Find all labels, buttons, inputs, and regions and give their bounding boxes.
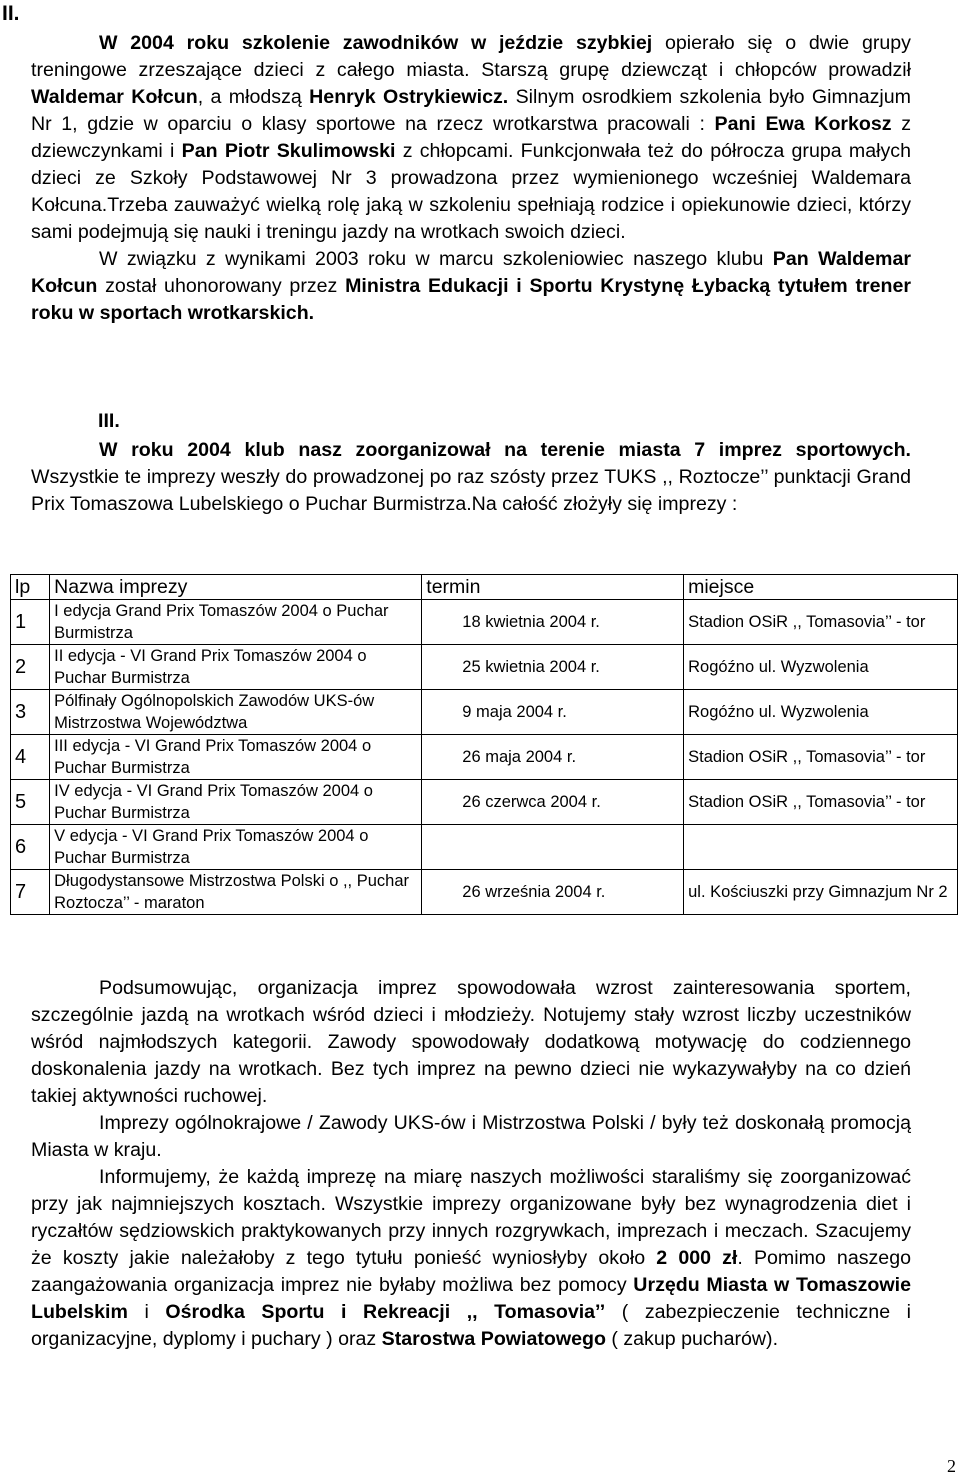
cell-name: I edycja Grand Prix Tomaszów 2004 o Puchar Burmistrza [50, 600, 422, 645]
table-row [11, 735, 958, 780]
cell-date [422, 600, 684, 645]
cell-lp: 1 [11, 600, 50, 645]
date-text: 9 maja 2004 r. [462, 703, 567, 721]
text-run: Informujemy, że każdą imprezę na miarę naszych możliwości staraliśmy się zoorganizować przy jak najmniejszych kosztach. Wszystkie imprezy organizowane były bez wynagrodzenia diet i ryczałtów sędziowskich praktykowanych przy innych rozgrywkach, imprezach i meczach. Szacujemy że koszty jakie należałoby z tego tytułu ponieść wyniosłyby około [31, 1166, 911, 1269]
text-run: ( zabezpieczenie techniczne i organizacyjne, dyplomy i puchary ) oraz [31, 1301, 911, 1350]
section-3-paragraph-1 [31, 437, 911, 518]
cell-place: Stadion OSiR ,, Tomasovia’’ - tor [684, 780, 958, 825]
date-text: 26 czerwca 2004 r. [462, 793, 601, 811]
text-run: ( zakup pucharów). [605, 1328, 779, 1350]
section-2-paragraph-1 [31, 30, 911, 246]
cell-place: Stadion OSiR ,, Tomasovia’’ - tor [684, 600, 958, 645]
text-run: , a młodszą [197, 86, 310, 108]
text-run: opierało się o dwie grupy treningowe zrzeszające dzieci z całego miasta. Starszą grupę dziewcząt i chłopców prowadził [31, 32, 911, 81]
cell-date [422, 825, 684, 870]
section-3-body [31, 437, 911, 518]
bold-text-run: Ministra Edukacji i Sportu Krystynę Łybacką tytułem trener roku w sportach wrotkarskich. [31, 275, 911, 324]
cell-place: Stadion OSiR ,, Tomasovia’’ - tor [684, 735, 958, 780]
section-2-paragraph-2 [31, 246, 911, 327]
text-run: Silnym osrodkiem szkolenia było Gimnazjum Nr 1, gdzie w oparciu o klasy sportowe na rzecz wrotkarstwa pracowali : [31, 86, 911, 135]
section-2-body [31, 30, 911, 327]
table-header-row [11, 575, 958, 600]
section-3-heading: III. [98, 410, 120, 432]
text-run: Imprezy ogólnokrajowe / Zawody UKS-ów i Mistrzostwa Polski / były też doskonałą promocją Miasta w kraju. [31, 1112, 911, 1161]
bold-text-run: Pan Waldemar Kołcun [31, 248, 911, 297]
date-text: 25 kwietnia 2004 r. [462, 658, 600, 676]
table-row [11, 870, 958, 915]
header-date: termin [422, 575, 684, 600]
cell-lp: 7 [11, 870, 50, 915]
summary-paragraph-2 [31, 1110, 911, 1164]
cell-place: Rogóźno ul. Wyzwolenia [684, 690, 958, 735]
cell-name: III edycja - VI Grand Prix Tomaszów 2004 o Puchar Burmistrza [50, 735, 422, 780]
bold-text-run: Henryk Ostrykiewicz. [309, 86, 509, 108]
cell-place [684, 825, 958, 870]
bold-text-run: Pani Ewa Korkosz [714, 113, 892, 135]
text-run: został uhonorowany przez [97, 275, 346, 297]
summary-body [31, 975, 911, 1353]
events-table [10, 574, 958, 915]
bold-text-run: Waldemar Kołcun [31, 86, 198, 108]
page-number: 2 [947, 1456, 956, 1476]
table-row [11, 825, 958, 870]
bold-text-run: Pan Piotr Skulimowski [181, 140, 396, 162]
cell-name: II edycja - VI Grand Prix Tomaszów 2004 o Puchar Burmistrza [50, 645, 422, 690]
summary-paragraph-3 [31, 1164, 911, 1353]
cell-name: V edycja - VI Grand Prix Tomaszów 2004 o Puchar Burmistrza [50, 825, 422, 870]
cell-name: Pólfinały Ogólnopolskich Zawodów UKS-ów Mistrzostwa Województwa [50, 690, 422, 735]
text-run: z dziewczynkami i [31, 113, 912, 162]
text-run: z chłopcami. Funkcjonwała też do półrocza grupa małych dzieci ze Szkoły Podstawowej Nr 3 prowadzona przez wymienionego wcześniej Waldemara Kołcuna.Trzeba zauważyć wielką rolę jaką w szkoleniu spełniają rodzice i opiekunowie dzieci, którzy sami podejmują się nauki i treningu jazdy na wrotkach swoich dzieci. [31, 140, 911, 243]
cell-name: IV edycja - VI Grand Prix Tomaszów 2004 o Puchar Burmistrza [50, 780, 422, 825]
cell-date [422, 690, 684, 735]
date-text: 26 maja 2004 r. [462, 748, 577, 766]
bold-text-run: W roku 2004 klub nasz zoorganizował na terenie miasta 7 imprez sportowych. [99, 439, 911, 461]
text-run: . Pomimo naszego zaangażowania organizacja imprez nie byłaby możliwa bez pomocy [31, 1247, 912, 1296]
text-run: Podsumowując, organizacja imprez spowodowała wzrost zainteresowania sportem, szczególnie jazdą na wrotkach wśród dzieci i młodzieży. Notujemy stały wzrost liczby uczestników wśród najmłodszych kategorii. Zawody spowodowały dodatkową motywację do codziennego doskonalenia jazdy na wrotkach. Bez tych imprez na pewno dzieci nie wykazywałyby na co dzień takiej aktywności ruchowej. [31, 977, 911, 1107]
cell-date [422, 780, 684, 825]
table-row [11, 600, 958, 645]
cell-date [422, 645, 684, 690]
date-text: 18 kwietnia 2004 r. [462, 613, 600, 631]
bold-text-run: Starostwa Powiatowego [381, 1328, 606, 1350]
cell-date [422, 870, 684, 915]
text-run: i [127, 1301, 166, 1323]
cell-name: Długodystansowe Mistrzostwa Polski o ,, Puchar Roztocza’’ - maraton [50, 870, 422, 915]
text-run: W związku z wynikami 2003 roku w marcu szkoleniowiec naszego klubu [99, 248, 773, 270]
bold-text-run: Ośrodka Sportu i Rekreacji ,, Tomasovia’’ [165, 1301, 606, 1323]
cell-place: ul. Kościuszki przy Gimnazjum Nr 2 [684, 870, 958, 915]
table-row [11, 645, 958, 690]
cell-lp: 4 [11, 735, 50, 780]
header-name: Nazwa imprezy [50, 575, 422, 600]
section-2-heading: II. [2, 2, 20, 25]
bold-text-run: W 2004 roku szkolenie zawodników w jeździe szybkiej [99, 32, 653, 54]
cell-lp: 5 [11, 780, 50, 825]
cell-place: Rogóźno ul. Wyzwolenia [684, 645, 958, 690]
bold-text-run: Urzędu Miasta w Tomaszowie Lubelskim [31, 1274, 911, 1323]
bold-text-run: 2 000 zł [656, 1247, 738, 1269]
cell-lp: 2 [11, 645, 50, 690]
summary-paragraph-1 [31, 975, 911, 1110]
text-run: Wszystkie te imprezy weszły do prowadzonej po raz szósty przez TUKS ,, Roztocze’’ punktacji Grand Prix Tomaszowa Lubelskiego o Puchar Burmistrza.Na całość złożyły się imprezy : [31, 466, 911, 515]
cell-lp: 6 [11, 825, 50, 870]
header-place: miejsce [684, 575, 958, 600]
cell-lp: 3 [11, 690, 50, 735]
cell-date [422, 735, 684, 780]
table-row [11, 690, 958, 735]
header-lp: lp [11, 575, 50, 600]
date-text: 26 września 2004 r. [462, 883, 606, 901]
table-row [11, 780, 958, 825]
